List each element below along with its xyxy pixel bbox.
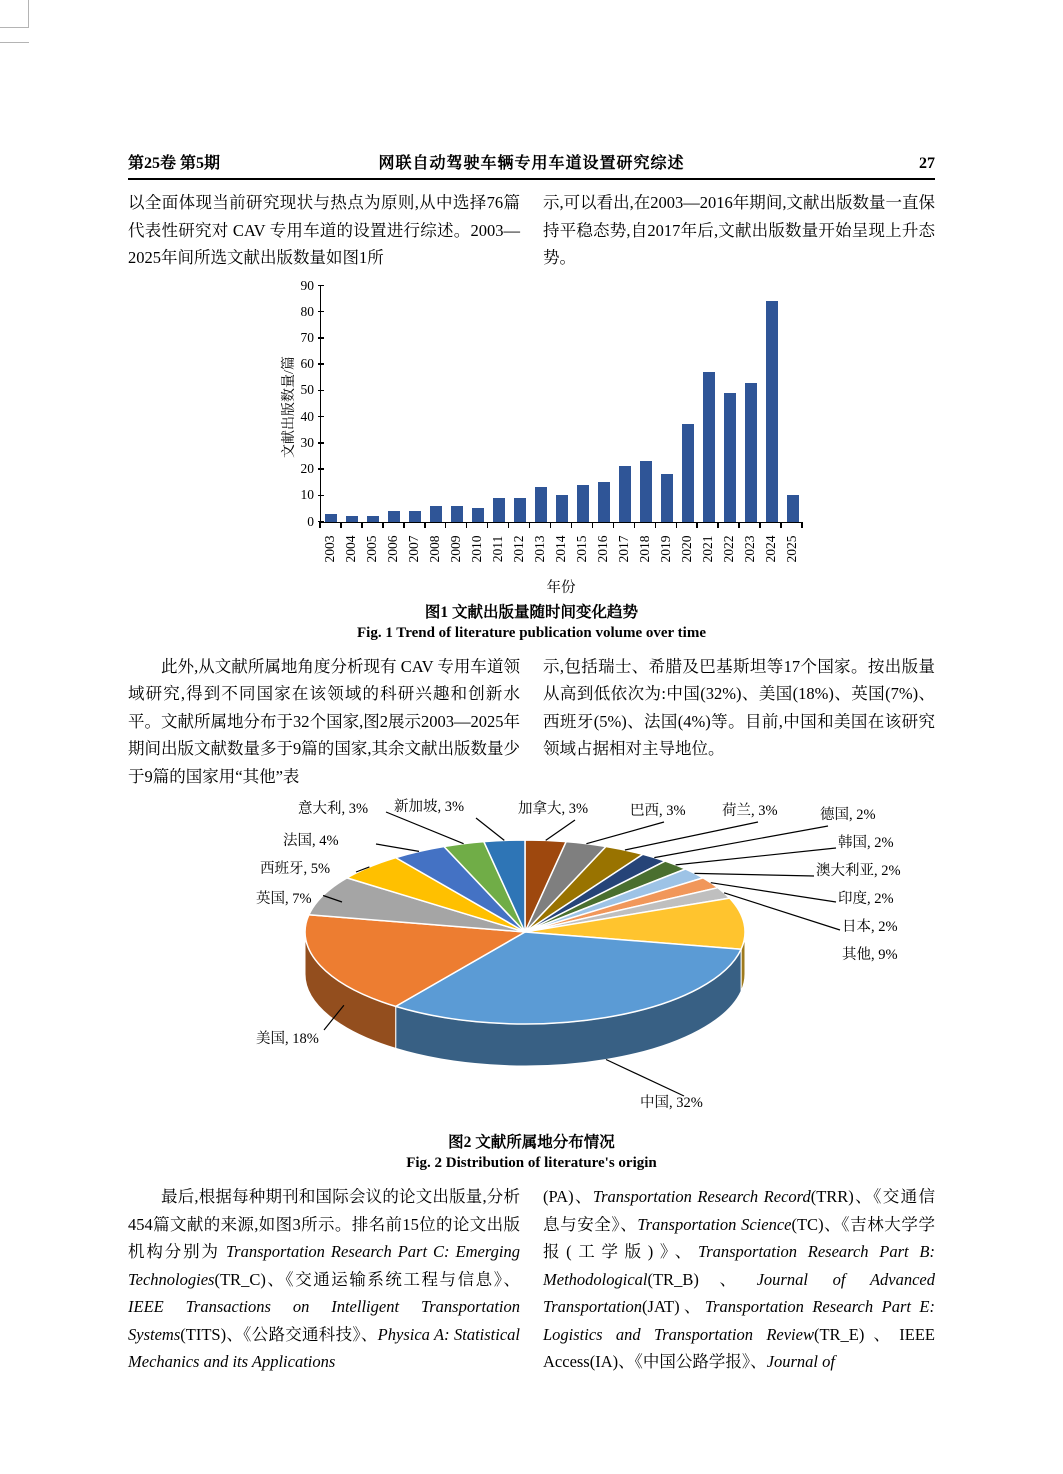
x-tick-mark: [487, 522, 489, 528]
x-tick-mark: [655, 522, 657, 528]
page-number: 27: [919, 155, 935, 172]
text-segment: 最后,根据每种期刊和国际会议的论文出版量,分析454篇文献的来源,如图3所示。排名前15位的论文出版机构分别为: [128, 1187, 520, 1261]
y-tick-mark: [318, 285, 324, 287]
figure-1: [128, 278, 935, 644]
x-tick-mark: [529, 522, 531, 528]
pie-label-意大利: 意大利, 3%: [298, 801, 369, 817]
y-tick-label: 0: [307, 513, 314, 529]
pie-label-日本: 日本, 2%: [842, 919, 898, 935]
bar-2014: [556, 495, 568, 521]
pie-label-荷兰: 荷兰, 3%: [722, 803, 778, 819]
bar-2009: [451, 506, 463, 522]
crop-mark: [0, 42, 29, 43]
pie-label-中国: 中国, 32%: [640, 1095, 703, 1111]
y-tick-mark: [318, 468, 324, 470]
bar-2016: [598, 482, 610, 521]
bar-2003: [325, 514, 337, 522]
x-tick-mark: [340, 522, 342, 528]
x-tick-mark: [319, 522, 321, 528]
bar-chart: [128, 278, 935, 600]
x-tick-label: 2013: [532, 535, 548, 562]
y-tick-mark: [318, 311, 324, 313]
pie-label-韩国: 韩国, 2%: [838, 835, 894, 851]
x-tick-mark: [738, 522, 740, 528]
text-segment: (TC)、《吉林大学学报(工学版)》、: [543, 1214, 935, 1261]
x-tick-mark: [676, 522, 678, 528]
bar-2004: [346, 516, 358, 521]
x-tick-label: 2009: [448, 535, 464, 562]
axis-title-x: 年份: [546, 579, 576, 596]
text-segment: (TR_E)、IEEE Access(IA)、《中国公路学报》、: [543, 1324, 935, 1371]
bar-2025: [787, 495, 799, 521]
y-tick-mark: [318, 495, 324, 497]
pie-label-德国: 德国, 2%: [820, 807, 876, 823]
y-tick-label: 80: [300, 303, 314, 319]
x-tick-label: 2024: [762, 535, 778, 562]
figure-1-caption-en: Fig. 1 Trend of literature publication volume over time: [357, 624, 706, 641]
pie-label-印度: 印度, 2%: [838, 891, 894, 907]
text-segment: (TITS)、《公路交通科技》、: [180, 1324, 378, 1344]
bar-2011: [493, 498, 505, 522]
figure-1-caption-zh: 图1 文献出版量随时间变化趋势: [424, 603, 639, 621]
y-tick-mark: [318, 442, 324, 444]
x-tick-label: 2022: [720, 535, 736, 562]
figure-2-caption: [128, 1132, 935, 1174]
bar-2021: [703, 372, 715, 521]
running-title: 网联自动驾驶车辆专用车道设置研究综述: [378, 155, 685, 172]
pie-label-西班牙: 西班牙, 5%: [260, 861, 331, 877]
pie-chart: [128, 796, 935, 1130]
pie-label-新加坡: 新加坡, 3%: [394, 799, 465, 815]
y-tick-label: 30: [300, 434, 314, 450]
text-segment: (TR_B)、: [647, 1269, 757, 1289]
pie-label-巴西: 巴西, 3%: [630, 803, 686, 819]
bar-2022: [724, 393, 736, 521]
y-tick-mark: [318, 390, 324, 392]
bar-plot-area: [320, 286, 803, 523]
x-tick-mark: [466, 522, 468, 528]
text-segment: Transportation Research Part E: Logistics and Transportation Review: [543, 1297, 935, 1344]
bar-2005: [367, 516, 379, 521]
pie-leader-line-荷兰: [625, 822, 758, 850]
x-tick-label: 2021: [699, 535, 715, 562]
x-tick-mark: [382, 522, 384, 528]
x-tick-mark: [592, 522, 594, 528]
x-tick-label: 2012: [511, 535, 527, 562]
text-segment: (PA)、: [543, 1187, 593, 1206]
crop-mark: [0, 27, 29, 28]
y-tick-label: 40: [300, 408, 314, 424]
text-segment: Transportation Science: [637, 1214, 792, 1234]
figure-2: [128, 796, 935, 1174]
x-tick-mark: [445, 522, 447, 528]
pie-label-美国: 美国, 18%: [256, 1031, 319, 1047]
bar-2015: [577, 485, 589, 522]
text-segment: (TRR)、《交通信息与安全》、: [543, 1187, 935, 1234]
text-segment: Physica A: Statistical Mechanics and its Applications: [128, 1324, 520, 1371]
x-tick-mark: [801, 522, 803, 528]
sources-section: [128, 1183, 935, 1376]
page-header: [128, 150, 935, 180]
x-tick-label: 2005: [364, 535, 380, 562]
x-tick-label: 2003: [322, 535, 338, 562]
bar-2024: [766, 301, 778, 521]
bar-2020: [682, 424, 694, 521]
x-tick-mark: [403, 522, 405, 528]
pie-chart-svg: [128, 796, 935, 1130]
x-tick-mark: [508, 522, 510, 528]
origin-section: [128, 653, 935, 791]
pie-leader-line-加拿大: [546, 820, 575, 840]
x-tick-label: 2014: [553, 535, 568, 562]
x-tick-label: 2016: [594, 535, 610, 562]
pie-leader-line-法国: [376, 844, 419, 851]
pie-leader-line-中国: [606, 1060, 684, 1097]
bar-2010: [472, 508, 484, 521]
pie-leader-line-德国: [654, 826, 828, 858]
x-tick-label: 2025: [783, 535, 799, 562]
volume-issue: 第25卷 第5期: [128, 155, 221, 172]
x-tick-label: 2018: [636, 535, 652, 562]
x-tick-label: 2010: [469, 535, 485, 562]
pie-leader-line-巴西: [586, 822, 664, 844]
pie-label-加拿大: 加拿大, 3%: [518, 801, 589, 817]
x-tick-mark: [613, 522, 615, 528]
y-tick-mark: [318, 416, 324, 418]
x-tick-mark: [696, 522, 698, 528]
pie-leader-line-澳大利亚: [695, 873, 815, 876]
x-tick-label: 2017: [615, 535, 631, 562]
text-segment: Journal of Advanced Transportation: [543, 1269, 935, 1316]
bar-2008: [430, 506, 442, 522]
y-tick-mark: [318, 363, 324, 365]
x-tick-mark: [571, 522, 573, 528]
x-tick-label: 2006: [385, 535, 401, 562]
x-tick-label: 2008: [427, 535, 443, 562]
y-tick-label: 70: [300, 329, 314, 345]
x-tick-mark: [424, 522, 426, 528]
bar-2006: [388, 511, 400, 521]
figure-2-caption-en: Fig. 2 Distribution of literature's origin: [406, 1155, 657, 1171]
x-tick-label: 2015: [573, 535, 589, 562]
page-content: [128, 150, 935, 1376]
figure-1-caption: [128, 602, 935, 644]
crop-mark: [28, 0, 29, 27]
pie-label-其他: 其他, 9%: [842, 947, 898, 963]
paragraph-origin-left: 此外,从文献所属地角度分析现有 CAV 专用车道领域研究,得到不同国家在该领域的科研兴趣和创新水平。文献所属地分布于32个国家,图2展示2003—2025年期间出版文献数量多于9篇的国家,其余文献出版数量少于9篇的国家用“其他”表: [128, 656, 520, 786]
bar-2012: [514, 498, 526, 522]
pie-label-法国: 法国, 4%: [283, 833, 339, 849]
x-tick-mark: [780, 522, 782, 528]
bar-2017: [619, 466, 631, 521]
x-tick-mark: [717, 522, 719, 528]
pie-leader-line-韩国: [676, 848, 836, 865]
bar-2013: [535, 487, 547, 521]
x-tick-label: 2019: [657, 535, 673, 562]
y-tick-label: 60: [300, 356, 314, 372]
axis-title-y: 文献出版数量/篇: [282, 355, 297, 458]
y-tick-mark: [318, 337, 324, 339]
pie-label-英国: 英国, 7%: [256, 891, 312, 907]
bar-2019: [661, 474, 673, 521]
x-tick-label: 2004: [343, 535, 359, 562]
x-tick-label: 2020: [678, 535, 694, 562]
bar-2007: [409, 511, 421, 521]
x-tick-label: 2023: [741, 535, 757, 562]
text-segment: Transportation Research Part C: Emerging Technologies: [128, 1242, 521, 1289]
paragraph-intro-left: 以全面体现当前研究现状与热点为原则,从中选择76篇代表性研究对 CAV 专用车道的设置进行综述。2003—2025年间所选文献出版数量如图1所: [128, 193, 521, 267]
figure-2-caption-zh: 图2 文献所属地分布情况: [448, 1134, 615, 1151]
x-tick-mark: [634, 522, 636, 528]
pie-leader-line-新加坡: [476, 818, 504, 840]
pie-leader-line-意大利: [386, 812, 464, 844]
bar-2023: [745, 383, 757, 522]
y-tick-label: 50: [300, 382, 314, 398]
bar-2018: [640, 461, 652, 521]
paragraph-intro-right: 示,可以看出,在2003—2016年期间,文献出版数量一直保持平稳态势,自2017年后,文献出版数量开始呈现上升态势。: [543, 193, 935, 267]
pie-label-澳大利亚: 澳大利亚, 2%: [816, 863, 901, 879]
text-segment: Transportation Research Record: [592, 1187, 811, 1206]
paragraph-sources-left: [128, 1183, 520, 1376]
text-segment: (JAT)、: [642, 1297, 705, 1316]
x-tick-label: 2007: [406, 535, 422, 562]
text-segment: Journal of: [766, 1352, 835, 1371]
x-tick-mark: [550, 522, 552, 528]
x-tick-mark: [361, 522, 363, 528]
intro-section: [128, 189, 935, 272]
text-segment: (TR_C)、《交通运输系统工程与信息》、: [214, 1269, 520, 1289]
y-tick-label: 20: [300, 461, 314, 477]
paragraph-sources-right: [543, 1183, 935, 1376]
text-segment: IEEE Transactions on Intelligent Transportation Systems: [128, 1297, 520, 1344]
text-segment: Transportation Research Part B: Methodological: [543, 1242, 935, 1289]
x-tick-mark: [759, 522, 761, 528]
x-tick-label: 2011: [490, 535, 506, 562]
paragraph-origin-right: 示,包括瑞士、希腊及巴基斯坦等17个国家。按出版量从高到低依次为:中国(32%)、美国(18%)、英国(7%)、西班牙(5%)、法国(4%)等。目前,中国和美国在该研究领域占据相对主导地位。: [543, 656, 935, 758]
y-tick-label: 10: [300, 487, 314, 503]
y-tick-label: 90: [300, 277, 314, 293]
